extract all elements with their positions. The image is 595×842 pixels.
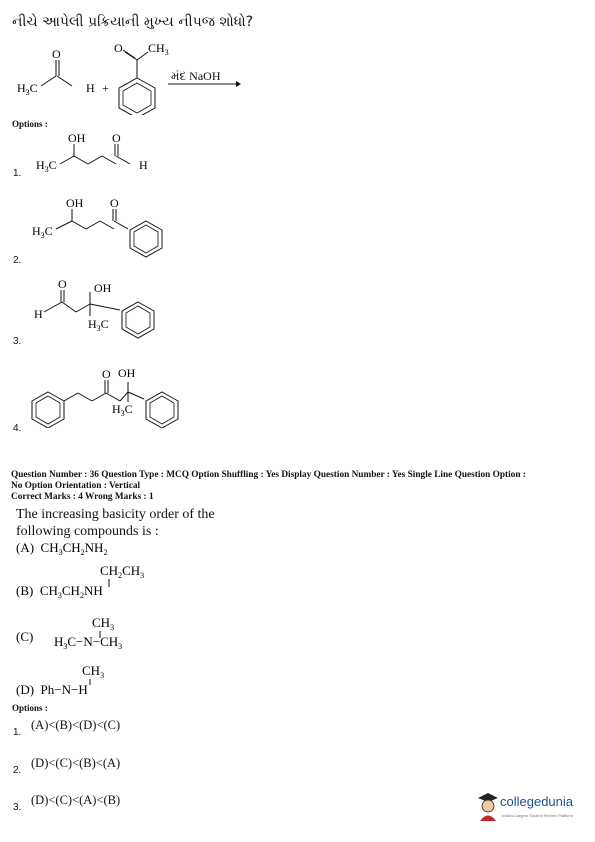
svg-text:(B) CH3CH2NH: (B) $CH_3CH_2NH$ bbox=[16, 583, 103, 600]
options-label-2: Options : bbox=[12, 703, 48, 713]
collegedunia-logo[interactable] bbox=[476, 789, 588, 829]
svg-text:CH2CH3: $CH_2CH_3$ bbox=[100, 563, 145, 580]
meta-line-1: Question Number : 36 Question Type : MCQ Option Shuffling : Yes Display Question Number : Yes Single Line Question Option : bbox=[11, 470, 526, 480]
answer-1-text[interactable]: (A)<(B)<(D)<(C) bbox=[31, 718, 121, 732]
graduate-mascot-icon bbox=[476, 791, 500, 821]
svg-text:O: O bbox=[114, 41, 123, 55]
svg-text:O: O bbox=[110, 196, 119, 210]
option-2-number[interactable]: 2. bbox=[13, 255, 22, 266]
answer-3-number[interactable]: 3. bbox=[13, 802, 22, 813]
svg-text:H3C: $H_3C$ bbox=[17, 81, 38, 97]
options-label: Options : bbox=[12, 119, 48, 129]
svg-text:(C): (C) bbox=[16, 629, 34, 644]
svg-text:H3C: $H_3C$ bbox=[36, 158, 57, 174]
svg-text:OH: OH bbox=[94, 281, 112, 295]
answer-3-text[interactable]: (D)<(C)<(A)<(B) bbox=[31, 793, 121, 807]
svg-text:H3C: $H_3C$ bbox=[112, 402, 133, 418]
svg-text:H: H bbox=[34, 307, 43, 321]
svg-text:O: O bbox=[112, 131, 121, 145]
logo-tagline: India's Largest Student Review Platform bbox=[502, 813, 574, 818]
answer-2-text[interactable]: (D)<(C)<(B)<(A) bbox=[31, 756, 121, 770]
svg-text:(A) CH3CH2NH2: (A) $CH_3CH_2NH_2$ bbox=[16, 540, 108, 557]
question-meta bbox=[11, 470, 591, 503]
svg-text:OH: OH bbox=[118, 366, 136, 380]
option-1-number[interactable]: 1. bbox=[13, 168, 22, 179]
svg-text:O: O bbox=[102, 367, 111, 381]
question-instruction: નીચે આપેલી પ્રક્રિયાની મુખ્ય નીપજ શોધો? bbox=[12, 14, 254, 30]
svg-text:H3C−N−CH3: $H_3C-N-CH_3$ bbox=[54, 634, 123, 651]
svg-text:OH: OH bbox=[68, 131, 86, 145]
answer-1-number[interactable]: 1. bbox=[13, 727, 22, 738]
reagent-label: મંદ NaOH bbox=[171, 69, 221, 83]
svg-text:CH3: $CH_3$ bbox=[82, 663, 105, 680]
option-4-number[interactable]: 4. bbox=[13, 423, 22, 434]
svg-text:H: H bbox=[139, 158, 148, 172]
option-1-structure bbox=[30, 130, 170, 180]
meta-line-2: No Option Orientation : Vertical bbox=[11, 481, 141, 491]
option-2-structure bbox=[28, 195, 178, 260]
svg-text:CH3: $CH_3$ bbox=[148, 41, 169, 57]
meta-line-3: Correct Marks : 4 Wrong Marks : 1 bbox=[11, 492, 154, 502]
svg-text:H: H bbox=[86, 81, 95, 95]
svg-text:OH: OH bbox=[66, 196, 84, 210]
option-4-structure bbox=[28, 362, 188, 428]
question-text-line-2: following compounds is : bbox=[16, 524, 159, 539]
svg-text:O: O bbox=[52, 47, 61, 61]
logo-name: collegedunia bbox=[500, 794, 574, 809]
option-3-structure bbox=[28, 278, 178, 340]
svg-text:+: + bbox=[102, 81, 109, 95]
answer-2-number[interactable]: 2. bbox=[13, 765, 22, 776]
svg-text:H3C: $H_3C$ bbox=[32, 224, 53, 240]
question-text bbox=[16, 506, 286, 540]
reaction-scheme bbox=[0, 30, 300, 115]
svg-text:(D) Ph−N−H: (D) Ph−N−H bbox=[16, 682, 88, 697]
option-3-number[interactable]: 3. bbox=[13, 336, 22, 347]
svg-text:H3C: $H_3C$ bbox=[88, 317, 109, 333]
question-text-line-1: The increasing basicity order of the bbox=[16, 507, 215, 522]
svg-text:CH3: $CH_3$ bbox=[92, 615, 115, 632]
svg-text:O: O bbox=[58, 278, 67, 291]
compound-list bbox=[12, 538, 212, 700]
